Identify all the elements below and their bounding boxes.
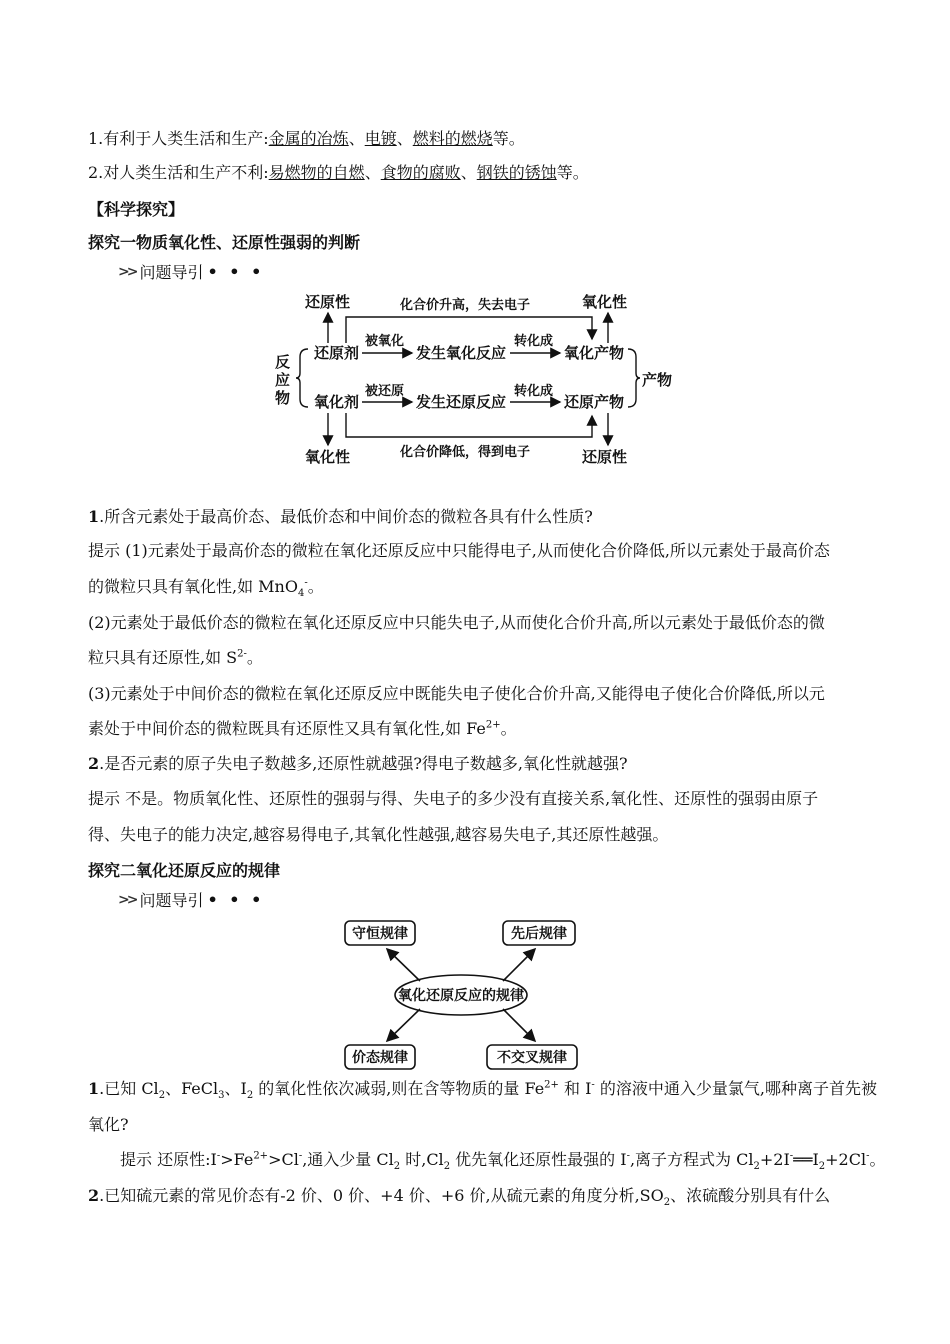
rule-non-crossing: 不交叉规律 [497, 1050, 567, 1066]
by-oxidized-label: 被氧化 [365, 334, 405, 349]
underlined-term: 燃料的燃烧 [412, 129, 493, 148]
explore1-title: 探究一物质氧化性、还原性强弱的判断 [88, 233, 361, 252]
explore1-a1-line2: 的微粒只具有氧化性,如 MnO$_4$-。 [88, 577, 324, 600]
top-arrow-label: 化合价升高，失去电子 [400, 298, 531, 313]
explore1-a1-line4: 粒只具有还原性,如 $S^{2-}$。 [88, 648, 263, 667]
top-right-label: 氧化性 [582, 293, 628, 311]
explore2-q2: 2.已知硫元素的常见价态有-2 价、0 价、+4 价、+6 价,从硫元素的角度分析$,SO_2$、浓硫酸分别具有什么 [88, 1186, 831, 1209]
side-char-1: 反 [275, 353, 291, 371]
red-product-label: 还原产物 [564, 393, 625, 411]
question-guide: >> 问题导引 • • • [118, 890, 265, 910]
explore1-a2-line1: 提示 不是。物质氧化性、还原性的强弱与得、失电子的多少没有直接关系,氧化性、还原性的强弱由原子 [88, 789, 819, 808]
para-harm: 2.对人类生活和生产不利:易燃物的自燃、食物的腐败、钢铁的锈蚀等。 [88, 163, 589, 182]
underlined-term: 电镀 [364, 129, 397, 148]
redox-flow-diagram [270, 285, 680, 475]
center-label: 氧化还原反应的规律 [398, 988, 524, 1004]
explore1-q2: 2.是否元素的原子失电子数越多,还原性就越强?得电子数越多,氧化性就越强? [88, 754, 628, 773]
underlined-term: 食物的腐败 [380, 163, 461, 182]
convert-label-1: 转化成 [514, 334, 554, 349]
reduction-label: 发生还原反应 [416, 393, 507, 411]
redox-rules-mindmap [335, 915, 595, 1073]
ox-product-label: 氧化产物 [564, 344, 625, 362]
convert-label-2: 转化成 [514, 384, 554, 399]
explore2-title: 探究二氧化还原反应的规律 [88, 861, 281, 880]
bottom-arrow-label: 化合价降低，得到电子 [400, 445, 531, 460]
rule-conservation: 守恒规律 [352, 926, 408, 942]
underlined-term: 易燃物的自燃 [268, 163, 365, 182]
by-reduced-label: 被还原 [365, 384, 405, 399]
section-heading: 【科学探究】 [88, 200, 185, 219]
oxidation-label: 发生氧化反应 [416, 344, 507, 362]
explore1-a1-line1: 提示 (1)元素处于最高价态的微粒在氧化还原反应中只能得电子,从而使化合价降低,所以元素处于最高价态 [88, 541, 830, 560]
explore1-q1: 1.所含元素处于最高价态、最低价态和中间价态的微粒各具有什么性质? [88, 507, 593, 526]
explore2-q1-line2: 氧化? [88, 1115, 129, 1134]
double-chevron-icon: >> [118, 891, 136, 908]
underlined-term: 金属的冶炼 [268, 129, 349, 148]
bottom-right-label: 还原性 [582, 448, 628, 466]
rule-valence: 价态规律 [352, 1050, 408, 1066]
explore1-a1-line3: (2)元素处于最低价态的微粒在氧化还原反应中只能失电子,从而使化合价升高,所以元素处于最低价态的微 [88, 613, 825, 632]
oxidizer-label: 氧化剂 [314, 393, 360, 411]
explore1-a2-line2: 得、失电子的能力决定,越容易得电子,其氧化性越强,越容易失电子,其还原性越强。 [88, 825, 669, 844]
para-benefit: 1.有利于人类生活和生产:金属的冶炼、电镀、燃料的燃烧等。 [88, 129, 525, 148]
explore1-a1-line5: (3)元素处于中间价态的微粒在氧化还原反应中既能失电子使化合价升高,又能得电子使化合价降低,所以元 [88, 684, 825, 703]
side-char-2: 应 [275, 371, 291, 389]
product-label: 产物 [642, 371, 673, 389]
side-char-3: 物 [275, 389, 291, 407]
explore2-a1: 提示 还原性$:I^->Fe^{2+}>Cl^-$,通入少量 $Cl_2$ 时$,Cl_2$ 优先氧化还原性最强的 I-,离子方程式为 $Cl_2+2I^-══I_2+2Cl^-$。 [120, 1150, 886, 1173]
question-guide: >> 问题导引 • • • [118, 262, 265, 282]
explore1-a1-line6: 素处于中间价态的微粒既具有还原性又具有氧化性,如 $Fe^{2+}$。 [88, 719, 517, 738]
bottom-left-label: 氧化性 [305, 448, 351, 466]
reducer-label: 还原剂 [314, 344, 360, 362]
rule-priority: 先后规律 [511, 926, 567, 942]
explore2-q1-line1: 1.已知 $Cl_2$、FeCl$_3$、$I_2$ 的氧化性依次减弱,则在含等物质的量 $Fe^{2+}$ 和 I- 的溶液中通入少量氯气,哪种离子首先被 [88, 1079, 877, 1102]
underlined-term: 钢铁的锈蚀 [476, 163, 557, 182]
double-chevron-icon: >> [118, 263, 136, 280]
top-left-label: 还原性 [305, 293, 351, 311]
